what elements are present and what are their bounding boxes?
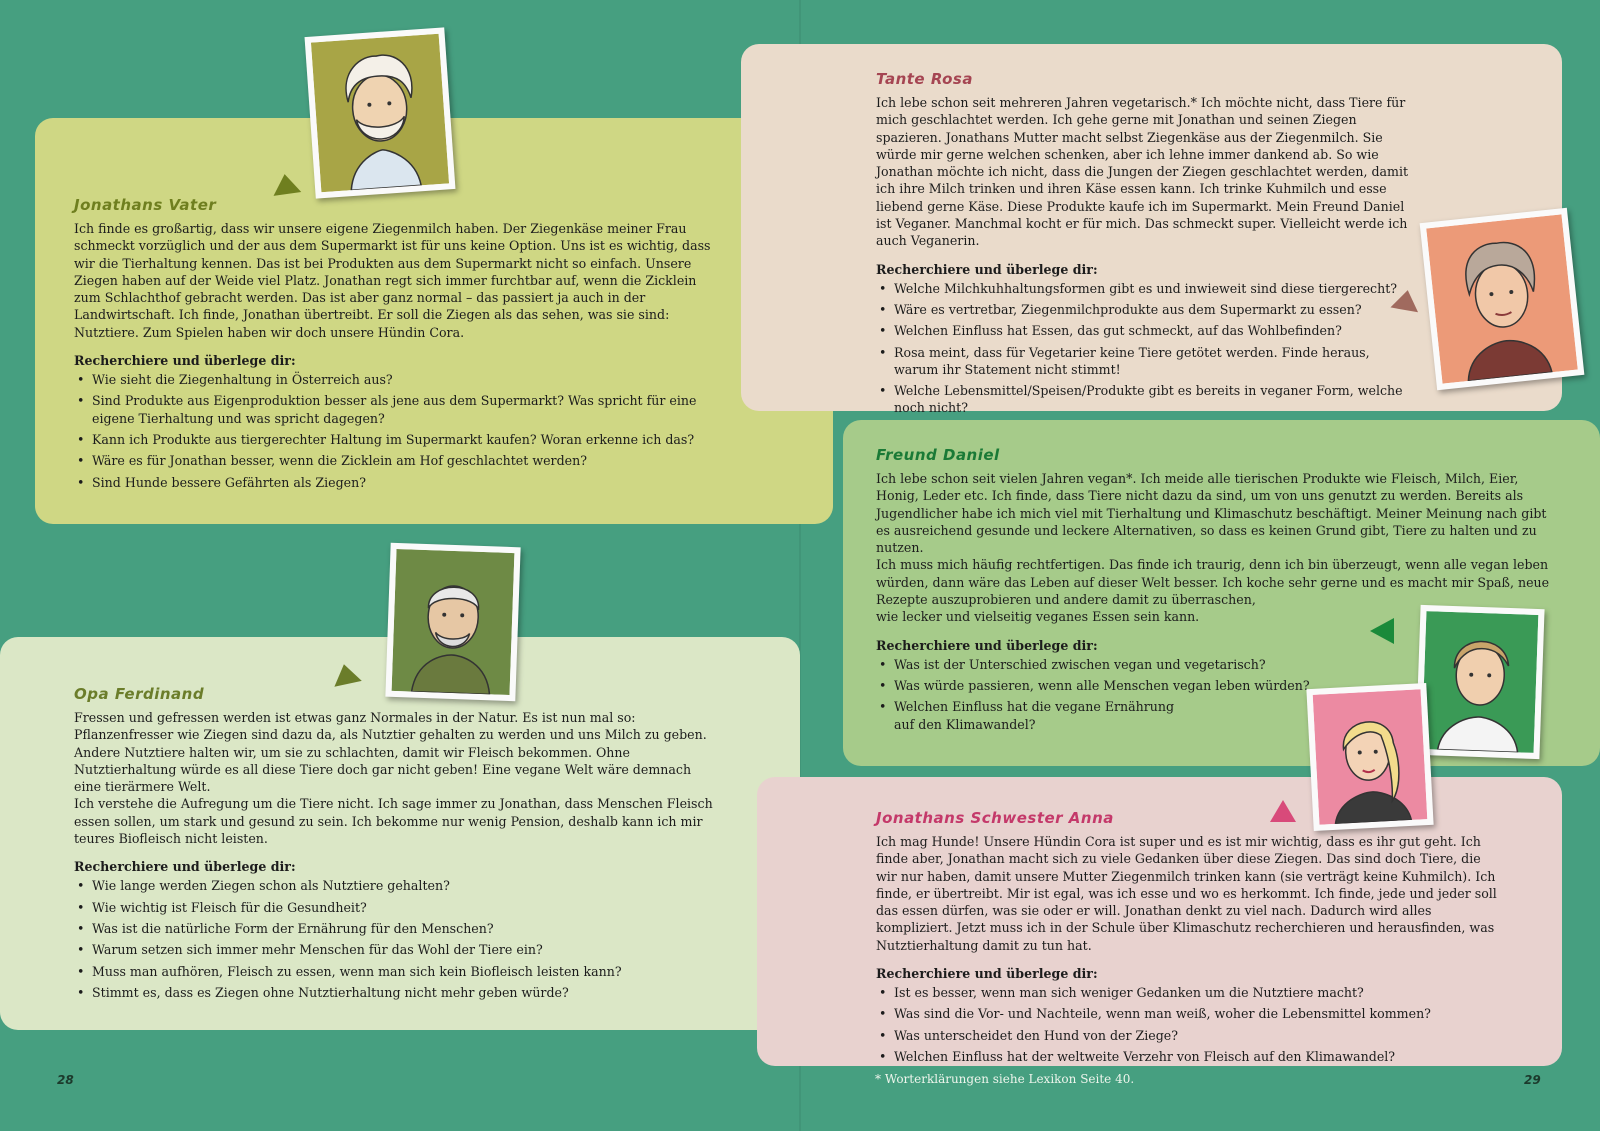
portrait-opa-icon <box>392 549 515 695</box>
question-item: • Wäre es vertretbar, Ziegenmilchprodukte aus dem Supermarkt zu essen? <box>876 301 1417 318</box>
research-heading: Recherchiere und überlege dir: <box>876 966 1098 982</box>
question-item: • Welchen Einfluss hat die vegane Ernährung auf den Klimawandel? <box>876 698 1550 733</box>
page-number-left: 28 <box>57 1073 74 1087</box>
page-number-right: 29 <box>1524 1073 1541 1087</box>
question-list <box>876 280 1417 417</box>
research-heading: Recherchiere und überlege dir: <box>876 637 1098 653</box>
question-item: • Wie lange werden Ziegen schon als Nutztiere gehalten? <box>74 877 718 894</box>
character-statement: Ich lebe schon seit vielen Jahren vegan*. Ich meide alle tierischen Produkte wie Fleisch, Milch, Eier, Honig, Leder etc. Ich finde, dass Tiere nicht dazu da sind, um von uns genutzt zu werden. Bereits als Jugendlicher habe ich mich viel mit Tierhaltung und Klimaschutz beschäftigt. Meiner Meinung nach gibt es ausreichend gesunde und leckere Alternativen, so dass es keinen Grund gibt, Tiere zu halten und zu nutzen. Ich muss mich häufig rechtfertigen. Das finde ich traurig, denn ich bin überzeugt, wenn alle vegan leben würden, dann wäre das Leben auf dieser Welt besser. Ich koche sehr gerne und es macht mir Spaß, neue Rezepte auszuprobieren und andere damit zu überraschen, wie lecker und vielseitig veganes Essen sein kann. <box>876 471 1550 625</box>
footnote: * Worterklärungen siehe Lexikon Seite 40. <box>875 1072 1135 1086</box>
question-item: • Warum setzen sich immer mehr Menschen für das Wohl der Tiere ein? <box>74 941 718 958</box>
research-heading: Recherchiere und überlege dir: <box>876 261 1098 277</box>
question-item: • Was ist die natürliche Form der Ernährung für den Menschen? <box>74 920 718 937</box>
question-item: • Was ist der Unterschied zwischen vegan und vegetarisch? <box>876 656 1550 673</box>
character-name: Freund Daniel <box>876 446 1000 464</box>
question-item: • Sind Hunde bessere Gefährten als Ziegen? <box>74 474 718 491</box>
character-statement: Ich finde es großartig, dass wir unsere eigene Ziegenmilch haben. Der Ziegenkäse meiner Frau schmeckt vorzüglich und der aus dem Supermarkt ist für uns keine Option. Uns ist es wichtig, dass wir die Tierhaltung kennen. Das ist bei Produkten aus dem Supermarkt nicht so einfach. Unsere Ziegen haben auf der Weide viel Platz. Jonathan regt sich immer furchtbar auf, wenn die Zicklein zum Schlachthof gebracht werden. Das ist aber ganz normal – das passiert ja auch in der Landwirtschaft. Ich finde, Jonathan übertreibt. Er soll die Ziegen als das sehen, was sie sind: Nutztiere. Zum Spielen haben wir doch unsere Hündin Cora. <box>74 221 711 340</box>
question-item: • Welche Milchkuhhaltungsformen gibt es und inwieweit sind diese tiergerecht? <box>876 280 1417 297</box>
portrait-anna-icon <box>1313 689 1428 824</box>
question-item: • Rosa meint, dass für Vegetarier keine Tiere getötet werden. Finde heraus, warum ihr Statement nicht stimmt! <box>876 344 1417 379</box>
portrait-jonathans-vater <box>305 27 456 198</box>
question-item: • Was unterscheidet den Hund von der Ziege? <box>876 1027 1502 1044</box>
card-jonathans-schwester-anna <box>757 777 1562 1066</box>
portrait-tante-rosa <box>1420 208 1585 391</box>
speech-pointer-anna <box>1270 800 1296 822</box>
speech-pointer-vater <box>271 172 302 196</box>
character-statement: Ich mag Hunde! Unsere Hündin Cora ist super und es ist mir wichtig, dass es ihr gut geht. Ich finde aber, Jonathan macht sich zu viele Gedanken über diese Ziegen. Das sind doch Tiere, die wir nur haben, damit unsere Mutter Ziegenmilch trinken kann (sie verträgt keine Kuhmilch). Ich finde, er übertreibt. Mir ist egal, was ich esse und wo es herkommt. Ich finde, jede und jeder soll das essen dürfen, was sie oder er will. Jonathan denkt zu viel nach. Dadurch wird alles kompliziert. Jetzt muss ich in der Schule über Klimaschutz recherchieren und herausfinden, was Nutztierhaltung damit zu tun hat. <box>876 834 1497 953</box>
question-item: • Sind Produkte aus Eigenproduktion besser als jene aus dem Supermarkt? Was spricht für eine eigene Tierhaltung und was spricht dagegen? <box>74 392 718 427</box>
portrait-opa-ferdinand <box>385 543 520 701</box>
question-item: • Welchen Einfluss hat der weltweite Verzehr von Fleisch auf den Klimawandel? <box>876 1048 1502 1065</box>
speech-pointer-daniel <box>1370 618 1394 644</box>
question-item: • Ist es besser, wenn man sich weniger Gedanken um die Nutztiere macht? <box>876 984 1502 1001</box>
question-item: • Wie wichtig ist Fleisch für die Gesundheit? <box>74 899 718 916</box>
character-statement: Fressen und gefressen werden ist etwas ganz Normales in der Natur. Es ist nun mal so: Pflanzenfresser wie Ziegen sind dazu da, als Nutztier gehalten zu werden und uns Milch zu geben. Andere Nutztiere halten wir, um sie zu schlachten, damit wir Fleisch bekommen. Ohne Nutztierhaltung würde es all diese Tiere doch gar nicht geben! Eine vegane Welt wäre demnach eine tierärmere Welt. Ich verstehe die Aufregung um die Tiere nicht. Ich sage immer zu Jonathan, dass Menschen Fleisch essen sollen, um stark und gesund zu sein. Ich bekomme nur wenig Pension, deshalb kann ich mir teures Biofleisch nicht leisten. <box>74 710 713 847</box>
character-name: Jonathans Vater <box>74 196 217 214</box>
question-item: • Kann ich Produkte aus tiergerechter Haltung im Supermarkt kaufen? Woran erkenne ich das? <box>74 431 718 448</box>
portrait-freund-daniel <box>1415 605 1544 759</box>
question-item: • Muss man aufhören, Fleisch zu essen, wenn man sich kein Biofleisch leisten kann? <box>74 963 718 980</box>
question-item: • Stimmt es, dass es Ziegen ohne Nutztierhaltung nicht mehr geben würde? <box>74 984 718 1001</box>
character-name: Opa Ferdinand <box>74 685 205 703</box>
research-heading: Recherchiere und überlege dir: <box>74 353 296 369</box>
question-list <box>74 877 718 1001</box>
character-name: Jonathans Schwester Anna <box>876 809 1114 827</box>
question-item: • Wie sieht die Ziegenhaltung in Österreich aus? <box>74 371 718 388</box>
character-name: Tante Rosa <box>876 70 973 88</box>
research-heading: Recherchiere und überlege dir: <box>74 859 296 875</box>
question-item: • Welchen Einfluss hat Essen, das gut schmeckt, auf das Wohlbefinden? <box>876 322 1417 339</box>
portrait-daniel-icon <box>1422 611 1539 753</box>
question-item: • Was sind die Vor- und Nachteile, wenn man weiß, woher die Lebensmittel kommen? <box>876 1005 1502 1022</box>
question-list <box>74 371 718 491</box>
character-statement: Ich lebe schon seit mehreren Jahren vegetarisch.* Ich möchte nicht, dass Tiere für mich geschlachtet werden. Ich gehe gerne mit Jonathan und seinen Ziegen spazieren. Jonathans Mutter macht selbst Ziegenkäse aus der Ziegenmilch. Sie würde mir gerne welchen schenken, aber ich lehne immer dankend ab. So wie Jonathan möchte ich nicht, dass die Jungen der Ziegen geschlachtet werden, damit ich ihre Milch trinken und ihren Käse essen kann. Ich trinke Kuhmilch und esse liebend gerne Käse. Diese Produkte kaufe ich im Supermarkt. Mein Freund Daniel ist Veganer. Manchmal kocht er für mich. Das schmeckt super. Vielleicht werde ich auch Veganerin. <box>876 95 1409 249</box>
portrait-jonathans-schwester-anna <box>1306 683 1433 831</box>
question-list <box>876 984 1502 1065</box>
question-item: • Was würde passieren, wenn alle Menschen vegan leben würden? <box>876 677 1550 694</box>
question-item: • Wäre es für Jonathan besser, wenn die Zicklein am Hof geschlachtet werden? <box>74 452 718 469</box>
portrait-rosa-icon <box>1426 214 1578 383</box>
portrait-vater-icon <box>311 34 449 193</box>
question-item: • Welche Lebensmittel/Speisen/Produkte gibt es bereits in veganer Form, welche noch nicht? <box>876 382 1417 417</box>
